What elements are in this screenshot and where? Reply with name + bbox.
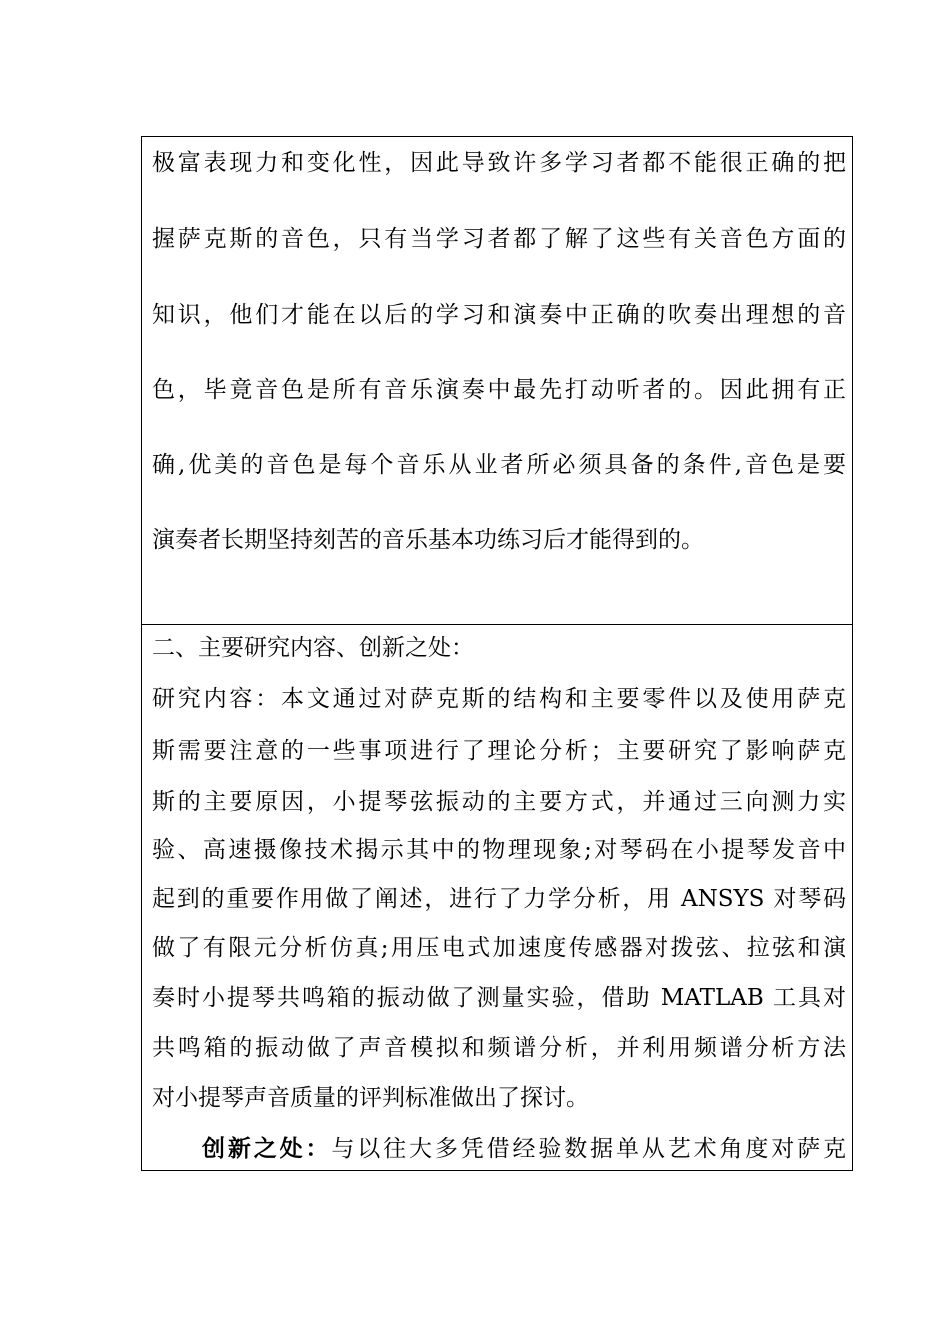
form-table — [141, 136, 853, 1171]
research-text-line: 共鸣箱的振动做了声音模拟和频谱分析，并利用频谱分析方法 — [152, 1035, 846, 1061]
body-text-line: 极富表现力和变化性，因此导致许多学习者都不能很正确的把 — [152, 150, 846, 176]
research-text-line: 对小提琴声音质量的评判标准做出了探讨。 — [152, 1085, 589, 1111]
research-text-line: 斯需要注意的一些事项进行了理论分析；主要研究了影响萨克 — [152, 738, 846, 764]
research-text-line: 做了有限元分析仿真;用压电式加速度传感器对拨弦、拉弦和演 — [152, 935, 846, 961]
research-text-line: 研究内容：本文通过对萨克斯的结构和主要零件以及使用萨克 — [152, 686, 846, 712]
body-text-line: 演奏者长期坚持刻苦的音乐基本功练习后才能得到的。 — [152, 527, 704, 553]
innovation-line — [202, 1133, 846, 1165]
innovation-label: 创新之处： — [202, 1135, 332, 1162]
section-heading: 二、主要研究内容、创新之处： — [152, 635, 474, 661]
research-text-line: 奏时小提琴共鸣箱的振动做了测量实验，借助 MATLAB 工具对 — [152, 985, 846, 1011]
body-text-line: 色，毕竟音色是所有音乐演奏中最先打动听者的。因此拥有正 — [152, 377, 846, 403]
body-text-line: 确,优美的音色是每个音乐从业者所必须具备的条件,音色是要 — [152, 452, 846, 478]
table-row-divider — [142, 624, 852, 625]
body-text-line: 握萨克斯的音色，只有当学习者都了解了这些有关音色方面的 — [152, 226, 846, 252]
body-text-line: 知识，他们才能在以后的学习和演奏中正确的吹奏出理想的音 — [152, 302, 846, 328]
research-text-line: 起到的重要作用做了阐述，进行了力学分析，用 ANSYS 对琴码 — [152, 886, 846, 912]
innovation-text: 与以往大多凭借经验数据单从艺术角度对萨克 — [331, 1136, 846, 1162]
research-text-line: 验、高速摄像技术揭示其中的物理现象;对琴码在小提琴发音中 — [152, 837, 846, 863]
research-text-line: 斯的主要原因，小提琴弦振动的主要方式，并通过三向测力实 — [152, 789, 846, 815]
